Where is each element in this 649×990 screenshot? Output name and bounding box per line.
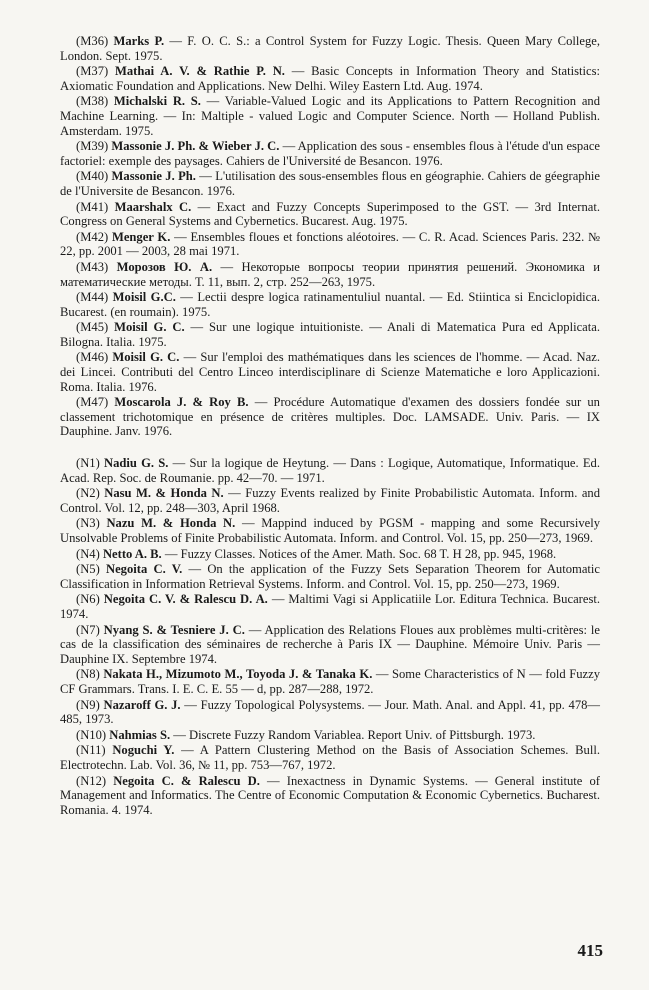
reference-authors: Moisil G. C. <box>112 350 180 365</box>
reference-authors: Netto A. B. <box>102 546 162 561</box>
reference-code: (M40) <box>76 169 109 184</box>
reference-entry <box>60 774 600 818</box>
reference-entry <box>60 320 600 349</box>
reference-authors: Michalski R. S. <box>113 94 201 109</box>
reference-code: (N2) <box>76 486 100 501</box>
reference-entry <box>60 547 600 562</box>
reference-entry <box>60 456 600 485</box>
reference-code: (M43) <box>76 259 109 274</box>
reference-entry <box>60 395 600 439</box>
reference-code: (M46) <box>76 350 109 365</box>
reference-code: (M36) <box>76 34 109 48</box>
reference-entry <box>60 94 600 138</box>
reference-text: — Discrete Fuzzy Random Variablea. Report Univ. of Pittsburgh. 1973. <box>170 727 536 742</box>
reference-entry <box>60 290 600 319</box>
reference-code: (M44) <box>76 290 109 305</box>
reference-authors: Negoita C. V. & Ralescu D. A. <box>103 592 268 607</box>
reference-authors: Maarshalx C. <box>114 199 192 214</box>
reference-authors: Moscarola J. & Roy B. <box>114 395 249 410</box>
references-section-m <box>60 34 600 439</box>
reference-text: — Some Characteristics of N — fold Fuzzy CF Grammars. Trans. I. E. C. E. 55 — d, pp. 287—288, 1972. <box>60 667 600 696</box>
reference-authors: Nazu M. & Honda N. <box>106 516 236 531</box>
reference-code: (M37) <box>76 64 109 79</box>
reference-text: — Некоторые вопросы теории принятия решений. Экономика и математические методы. Т. 11, вып. 2, стр. 252—263, 1975. <box>60 259 600 289</box>
reference-text: — A Pattern Clustering Method on the Basis of Association Schemes. Bull. Electrotechn. Lab. Vol. 36, № 11, pp. 753—767, 1972. <box>60 743 600 772</box>
reference-code: (N3) <box>76 516 100 531</box>
reference-code: (M39) <box>76 139 109 154</box>
reference-authors: Moisil G. C. <box>114 320 185 335</box>
reference-authors: Nazaroff G. J. <box>103 697 181 712</box>
reference-code: (N10) <box>76 727 107 742</box>
reference-authors: Massonie J. Ph. & Wieber J. C. <box>111 139 280 154</box>
reference-entry <box>60 260 600 289</box>
reference-authors: Морозов Ю. А. <box>116 259 213 274</box>
reference-authors: Nasu M. & Honda N. <box>104 486 224 501</box>
reference-text: — Sur une logique intuitioniste. — Anali di Matematica Pura ed Applicata. Bilogna. Italia. 1975. <box>60 320 600 349</box>
reference-code: (M47) <box>76 395 109 410</box>
reference-code: (N7) <box>76 622 100 637</box>
reference-code: (M38) <box>76 94 109 109</box>
bibliography-page <box>60 34 600 818</box>
reference-code: (N8) <box>76 667 100 682</box>
reference-text: — Fuzzy Events realized by Finite Probabilistic Automata. Inform. and Control. Vol. 12, pp. 248—303, April 1968. <box>60 486 600 515</box>
reference-text: — Procédure Automatique d'examen des dossiers fondée sur un classement trichotomique en présence de critères multiples. Doc. LAMSADE. Univ. Paris. — IX Dauphine. Janv. 1976. <box>60 395 600 439</box>
reference-authors: Nyang S. & Tesniere J. C. <box>103 622 245 637</box>
reference-entry <box>60 743 600 772</box>
reference-entry <box>60 486 600 515</box>
reference-code: (N4) <box>76 546 100 561</box>
reference-code: (M45) <box>76 320 109 335</box>
reference-authors: Massonie J. Ph. <box>111 169 196 184</box>
reference-entry <box>60 64 600 93</box>
reference-text: — Fuzzy Topological Polysystems. — Jour. Math. Anal. and Appl. 41, pp. 478—485, 1973. <box>60 697 601 727</box>
reference-entry <box>60 169 600 198</box>
references-section-n <box>60 456 600 817</box>
reference-text: — On the application of the Fuzzy Sets Separation Theorem for Automatic Classification in Information Retrieval Systems. Inform. and Control. Vol. 15, pp. 250—273, 1969. <box>60 562 601 591</box>
reference-entry <box>60 34 600 63</box>
reference-entry <box>60 516 600 545</box>
reference-text: — Exact and Fuzzy Concepts Superimposed to the GST. — 3rd Internat. Congress on General Systems and Cybernetics. Bucarest. Aug. 1975. <box>60 199 600 229</box>
reference-entry <box>60 230 600 259</box>
reference-entry <box>60 698 600 727</box>
reference-text: — Maltimi Vagi si Applicatiile Lor. Editura Technica. Bucarest. 1974. <box>60 592 600 621</box>
reference-authors: Marks P. <box>113 34 165 48</box>
reference-entry <box>60 592 600 621</box>
reference-text: — Application des Relations Floues aux problèmes multi-critères: le cas de la classification des séminaires de recherche à Paris IX — Dauphine. Mémoire Univ. Paris — Dauphine IX. Septembre 1974. <box>60 622 600 666</box>
reference-authors: Menger K. <box>111 229 171 244</box>
reference-code: (N12) <box>76 773 107 788</box>
reference-text: — Inexactness in Dynamic Systems. — General institute of Management and Informatics. The Centre of Economic Computation & Economic Cybernetics. Bucharest. Romania. 4. 1974. <box>60 773 600 817</box>
reference-authors: Nahmias S. <box>109 727 171 742</box>
reference-code: (M41) <box>76 199 109 214</box>
reference-code: (N6) <box>76 592 100 607</box>
reference-text: — Mappind induced by PGSM - mapping and some Recursively Unsolvable Problems of Finite Probabilistic Automata. Inform. and Control. Vol. 15, pp. 250—273, 1969. <box>60 516 601 545</box>
reference-entry <box>60 200 600 229</box>
reference-authors: Nakata H., Mizumoto M., Toyoda J. & Tanaka K. <box>103 667 373 682</box>
reference-text: — Fuzzy Classes. Notices of the Amer. Math. Soc. 68 T. H 28, pp. 945, 1968. <box>161 546 557 561</box>
reference-entry <box>60 562 600 591</box>
reference-code: (N11) <box>76 743 106 758</box>
reference-code: (N1) <box>76 456 100 471</box>
reference-authors: Moisil G.C. <box>112 290 176 305</box>
reference-authors: Mathai A. V. & Rathie P. N. <box>114 64 285 79</box>
reference-code: (N9) <box>76 697 100 712</box>
reference-code: (N5) <box>76 562 100 577</box>
reference-text: — F. O. C. S.: a Control System for Fuzzy Logic. Thesis. Queen Mary College, London. Sept. 1975. <box>60 34 600 63</box>
reference-text: — Sur la logique de Heytung. — Dans : Logique, Automatique, Informatique. Ed. Acad. Rep. Soc. de Roumanie. pp. 42—70. — 1971. <box>60 456 600 485</box>
reference-text: — Sur l'emploi des mathématiques dans les sciences de l'homme. — Acad. Naz. dei Lincei. Contributi del Centro Linceo interdisciplinare di Scienze Matematiche e loro Applicazioni. Roma. Italia. 1976. <box>60 350 600 394</box>
reference-code: (M42) <box>76 229 109 244</box>
reference-text: — Ensembles floues et fonctions aléotoires. — C. R. Acad. Sciences Paris. 232. № 22, pp. 2001 — 2003, 28 mai 1971. <box>60 229 600 259</box>
reference-authors: Noguchi Y. <box>112 743 175 758</box>
reference-entry <box>60 623 600 667</box>
reference-text: — L'utilisation des sous-ensembles flous en géographie. Cahiers de géegraphie de l'Universite de Besancon. 1976. <box>60 169 600 198</box>
reference-authors: Negoita C. V. <box>106 562 183 577</box>
reference-entry <box>60 728 600 743</box>
reference-text: — Application des sous - ensembles flous à l'étude d'un espace factoriel: exemple des paysages. Cahiers de l'Université de Besancon. 1976. <box>60 139 600 168</box>
reference-entry <box>60 350 600 394</box>
reference-authors: Negoita C. & Ralescu D. <box>113 773 260 788</box>
reference-authors: Nadiu G. S. <box>104 456 169 471</box>
page-number: 415 <box>577 941 603 960</box>
reference-text: — Basic Concepts in Information Theory and Statistics: Axiomatic Foundation and Applications. New Delhi. Wiley Eastern Ltd. Aug. 1974. <box>60 64 600 93</box>
reference-text: — Lectii despre logica ratinamentuliul nuantal. — Ed. Stiintica si Enciclopidica. Bucarest. (en roumain). 1975. <box>60 290 600 319</box>
reference-entry <box>60 139 600 168</box>
section-gap <box>60 440 600 456</box>
reference-entry <box>60 667 600 696</box>
reference-text: — Variable-Valued Logic and its Applications to Pattern Recognition and Machine Learning. — In: Maltiple - valued Logic and Computer Science. North — Holland Publish. Amsterdam. 1975. <box>60 94 601 138</box>
